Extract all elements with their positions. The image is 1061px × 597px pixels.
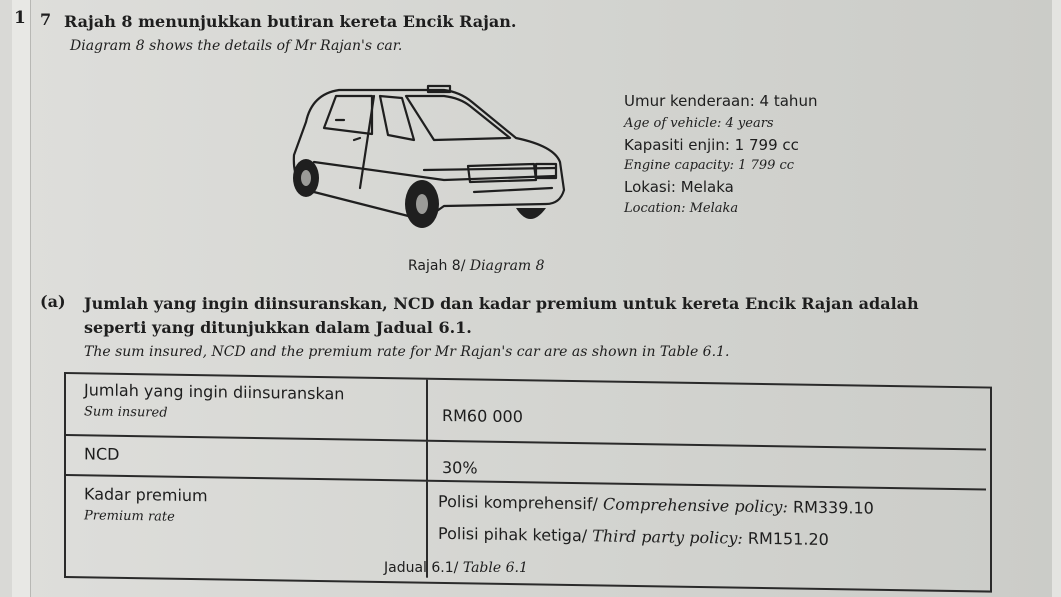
sum-insured-label-en: Sum insured <box>84 404 168 421</box>
page-margin <box>12 0 31 597</box>
table-row-sum-label <box>66 374 428 442</box>
third-party-policy-bm: Polisi pihak ketiga/ <box>438 523 588 546</box>
comprehensive-policy-en: Comprehensive policy: <box>602 494 788 517</box>
comprehensive-policy <box>438 492 874 518</box>
table-caption-en: Table 6.1 <box>462 560 528 576</box>
vehicle-age-en: Age of vehicle: 4 years <box>624 116 774 131</box>
part-a-text-bm-2: seperti yang ditunjukkan dalam Jadual 6.1. <box>84 318 472 337</box>
premium-rate-label-en: Premium rate <box>84 508 175 525</box>
sum-insured-label-bm: Jumlah yang ingin diinsuranskan <box>84 380 345 404</box>
third-party-policy <box>438 524 829 549</box>
third-party-policy-amount: RM151.20 <box>747 528 829 550</box>
comprehensive-policy-amount: RM339.10 <box>792 497 874 518</box>
worksheet-page <box>12 0 1052 597</box>
premium-rate-label-bm: Kadar premium <box>84 484 208 506</box>
engine-capacity-en: Engine capacity: 1 799 cc <box>624 158 795 173</box>
location-bm: Lokasi: Melaka <box>624 178 734 196</box>
question-number: 7 <box>40 10 52 29</box>
margin-number: 1 <box>14 8 26 28</box>
comprehensive-policy-bm: Polisi komprehensif/ <box>438 491 598 514</box>
table-caption <box>384 560 528 576</box>
part-a-label: (a) <box>40 292 66 311</box>
table-row-ncd-label <box>66 436 428 482</box>
ncd-label: NCD <box>84 444 120 464</box>
table-caption-bm: Jadual 6.1/ <box>384 560 459 576</box>
premium-table <box>64 372 992 593</box>
vehicle-age-bm: Umur kenderaan: 4 tahun <box>624 92 818 110</box>
diagram-caption <box>408 258 545 274</box>
engine-capacity-bm: Kapasiti enjin: 1 799 cc <box>624 136 799 154</box>
diagram-caption-bm: Rajah 8/ <box>408 258 466 274</box>
question-stem-en: Diagram 8 shows the details of Mr Rajan's car. <box>70 38 403 54</box>
table-row-premium-label <box>66 476 428 578</box>
part-a-text-en: The sum insured, NCD and the premium rate for Mr Rajan's car are as shown in Table 6.1. <box>84 344 730 360</box>
page-edge <box>1052 0 1061 597</box>
table-row-sum-value <box>428 380 986 451</box>
ncd-value: 30% <box>442 457 478 478</box>
diagram-caption-en: Diagram 8 <box>469 258 545 274</box>
location-en: Location: Melaka <box>624 201 739 216</box>
part-a-text-bm-1: Jumlah yang ingin diinsuranskan, NCD dan kadar premium untuk kereta Encik Rajan adalah <box>84 294 919 313</box>
question-stem-bm: Rajah 8 menunjukkan butiran kereta Encik Rajan. <box>64 12 517 31</box>
third-party-policy-en: Third party policy: <box>592 526 743 548</box>
car-illustration-icon <box>284 80 574 230</box>
sum-insured-value: RM60 000 <box>442 405 523 427</box>
